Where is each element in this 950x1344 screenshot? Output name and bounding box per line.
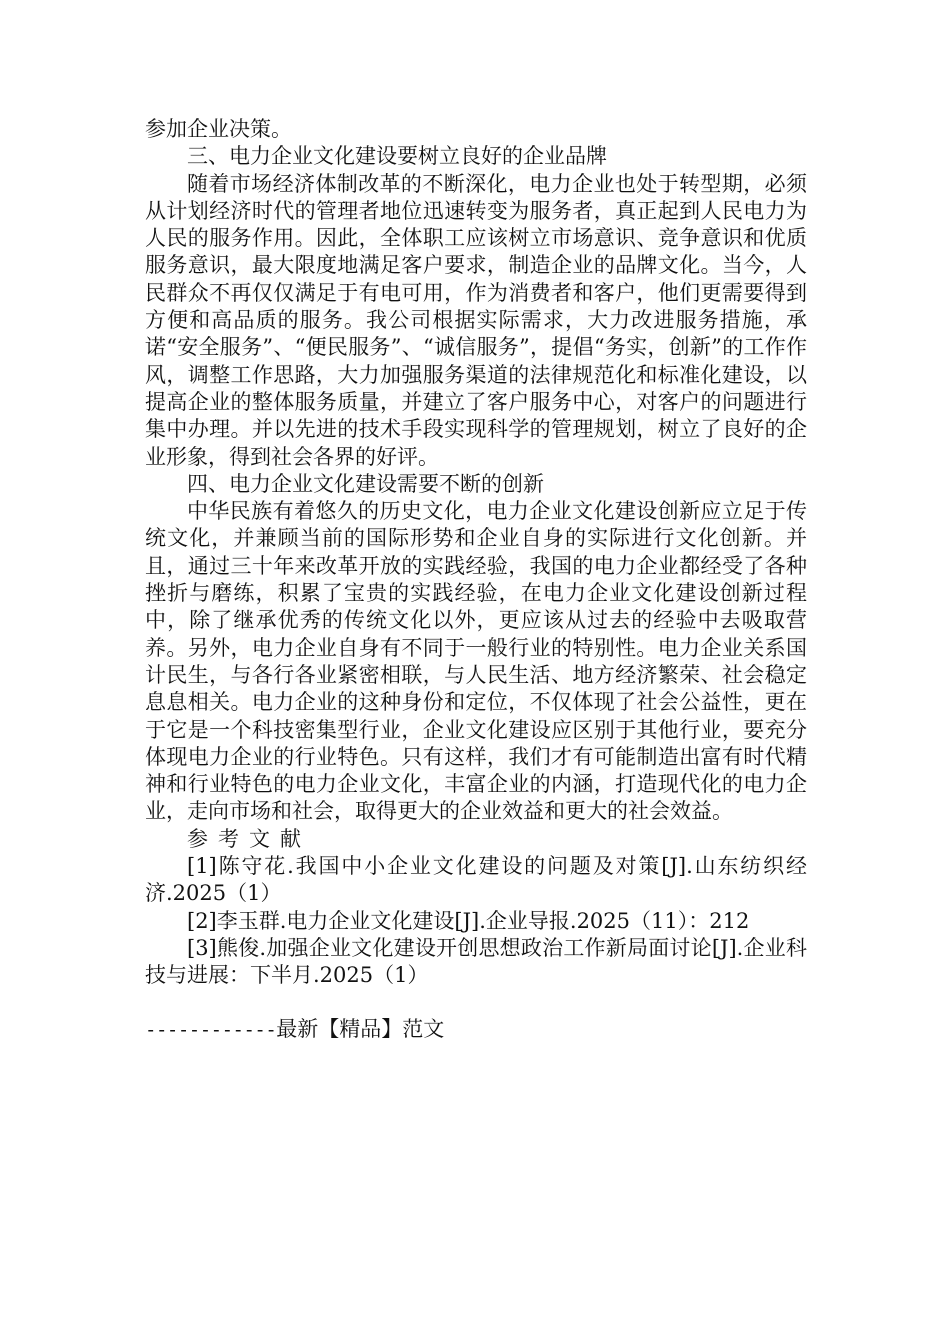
- reference-item-3: [3]熊俊.加强企业文化建设开创思想政治工作新局面讨论[J].企业科技与进展：下半月.2025（1）: [145, 935, 807, 988]
- reference-item-1: [1]陈守花.我国中小企业文化建设的问题及对策[J].山东纺织经济.2025（1）: [145, 854, 807, 906]
- continuation-paragraph: 参加企业决策。: [145, 117, 292, 141]
- footer-text: 最新【精品】范文: [276, 1017, 445, 1041]
- reference-item-2: [2]李玉群.电力企业文化建设[J].企业导报.2025（11）：212: [187, 908, 750, 933]
- footer-dashes: ------------: [145, 1019, 277, 1041]
- document-body: [145, 116, 807, 990]
- section-3-paragraph: 随着市场经济体制改革的不断深化，电力企业也处于转型期，必须从计划经济时代的管理者地位迅速转变为服务者，真正起到人民电力为人民的服务作用。因此，全体职工应该树立市场意识、竞争意识和优质服务意识，最大限度地满足客户要求，制造企业的品牌文化。当今，人民群众不再仅仅满足于有电可用，作为消费者和客户，他们更需要得到方便和高品质的服务。我公司根据实际需求，大力改进服务措施，承诺“安全服务”、“便民服务”、“诚信服务”，提倡“务实，创新”的工作作风，调整工作思路，大力加强服务渠道的法律规范化和标准化建设，以提高企业的整体服务质量，并建立了客户服务中心，对客户的问题进行集中办理。并以先进的技术手段实现科学的管理规划，树立了良好的企业形象，得到社会各界的好评。: [145, 171, 807, 469]
- references-title: 参考文献: [187, 826, 311, 851]
- section-3-heading: 三、电力企业文化建设要树立良好的企业品牌: [187, 144, 607, 169]
- section-4-heading: 四、电力企业文化建设需要不断的创新: [187, 471, 544, 496]
- footer-label: [145, 1016, 444, 1044]
- section-4-paragraph: 中华民族有着悠久的历史文化，电力企业文化建设创新应立足于传统文化，并兼顾当前的国际形势和企业自身的实际进行文化创新。并且，通过三十年来改革开放的实践经验，我国的电力企业都经受了各种挫折与磨练，积累了宝贵的实践经验，在电力企业文化建设创新过程中，除了继承优秀的传统文化以外，更应该从过去的经验中去吸取营养。另外，电力企业自身有不同于一般行业的特别性。电力企业关系国计民生，与各行各业紧密相联，与人民生活、地方经济繁荣、社会稳定息息相关。电力企业的这种身份和定位，不仅体现了社会公益性，更在于它是一个科技密集型行业，企业文化建设应区别于其他行业，要充分体现电力企业的行业特色。只有这样，我们才有可能制造出富有时代精神和行业特色的电力企业文化，丰富企业的内涵，打造现代化的电力企业，走向市场和社会，取得更大的企业效益和更大的社会效益。: [145, 499, 807, 824]
